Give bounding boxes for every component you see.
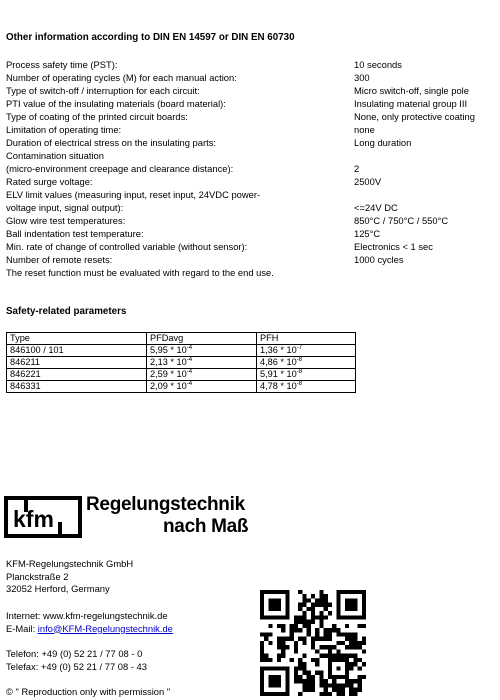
table-row [7,357,356,369]
parameter-value: 2500V [354,176,382,187]
cell-pfh-exponent: -8 [296,368,303,375]
parameter-value [354,149,500,162]
cell-pfdavg-mantissa: 2,59 * 10 [150,369,187,379]
header-type: Type [7,333,147,345]
cell-pfh-mantissa: 5,91 * 10 [260,369,297,379]
parameter-label: Number of remote resets: [6,254,113,265]
parameter-value [354,188,500,201]
cell-pfdavg [147,357,257,369]
parameter-label: Limitation of operating time: [6,124,122,135]
parameter-label: Min. rate of change of controlled variable (without sensor): [6,241,248,252]
logo-mark: kfm [13,506,54,532]
parameter-label: Number of operating cycles (M) for each manual action: [6,72,237,83]
parameter-row [6,253,500,266]
cell-pfh [257,357,356,369]
parameter-value: <=24V DC [354,202,398,213]
cell-pfdavg [147,369,257,381]
parameter-value: 10 seconds [354,59,402,70]
section-title: Other information according to DIN EN 14597 or DIN EN 60730 [6,32,295,43]
parameter-label: (micro-environment creepage and clearance distance): [6,163,234,174]
table-row [7,369,356,381]
cell-pfdavg-exponent: -4 [186,380,193,387]
cell-pfdavg [147,381,257,393]
cell-pfh-exponent: -8 [296,380,303,387]
fax-line: Telefax: +49 (0) 52 21 / 77 08 - 43 [6,660,147,672]
cell-pfh-exponent: -8 [296,356,303,363]
cell-pfdavg-mantissa: 5,95 * 10 [150,345,187,355]
parameter-label: Duration of electrical stress on the insulating parts: [6,137,216,148]
email-label: E-Mail: [6,622,38,634]
parameter-value: none [354,124,375,135]
header-pfdavg: PFDavg [147,333,257,345]
reset-note: The reset function must be evaluated with regard to the end use. [6,267,274,278]
email-line [6,623,173,636]
table-row [7,345,356,357]
parameter-row [6,149,500,162]
parameter-label: Ball indentation test temperature: [6,228,144,239]
parameter-value: None, only protective coating [354,111,475,122]
parameter-row [6,136,500,149]
qr-code-icon [260,590,366,696]
header-pfh: PFH [257,333,356,345]
table-header-row [7,333,356,345]
parameter-label: voltage input, signal output): [6,202,124,213]
cell-pfdavg-mantissa: 2,13 * 10 [150,357,187,367]
phone-line: Telefon: +49 (0) 52 21 / 77 08 - 0 [6,648,143,659]
cell-pfh [257,381,356,393]
cell-pfdavg-exponent: -4 [186,368,193,375]
parameter-row [6,201,500,214]
parameter-label: Rated surge voltage: [6,176,93,187]
parameter-row [6,84,500,97]
parameter-label: ELV limit values (measuring input, reset input, 24VDC power- [6,189,261,200]
parameter-value: Long duration [354,137,412,148]
parameter-label: Type of coating of the printed circuit boards: [6,111,188,122]
parameter-label: Process safety time (PST): [6,59,118,70]
logo-line2: nach Maß [163,516,249,537]
parameter-value: Insulating material group III [354,98,468,109]
parameter-value: 1000 cycles [354,254,404,265]
parameter-label: Contamination situation [6,150,104,161]
email-link[interactable]: info@KFM-Regelungstechnik.de [37,622,173,634]
company-street: Planckstraße 2 [6,570,69,582]
company-city: 32052 Herford, Germany [6,583,110,594]
cell-type: 846100 / 101 [7,345,147,357]
parameter-row [6,227,500,240]
parameter-row [6,162,500,175]
parameter-label: Glow wire test temperatures: [6,215,126,226]
parameter-value: 300 [354,72,370,83]
parameter-row [6,97,500,110]
parameter-label: Type of switch-off / interruption for each circuit: [6,85,200,96]
parameter-value: Micro switch-off, single pole [354,85,469,96]
cell-pfh [257,345,356,357]
cell-pfh [257,369,356,381]
parameter-value: 125°C [354,228,381,239]
table-row [7,381,356,393]
cell-type: 846211 [7,357,147,369]
cell-pfdavg-mantissa: 2,09 * 10 [150,381,187,391]
cell-pfh-exponent: -7 [296,344,303,351]
phone-block [6,648,147,673]
logo-line1: Regelungstechnik [86,494,245,515]
cell-pfdavg [147,345,257,357]
cell-type: 846331 [7,381,147,393]
parameter-row [6,214,500,227]
cell-type: 846221 [7,369,147,381]
parameter-list [6,58,500,266]
contact-block [6,610,173,635]
parameter-value: Electronics < 1 sec [354,241,433,252]
cell-pfh-mantissa: 4,78 * 10 [260,381,297,391]
parameter-row [6,240,500,253]
parameter-row [6,71,500,84]
kfm-logo-icon [4,494,82,540]
safety-table [6,332,356,393]
parameter-row [6,110,500,123]
company-name: KFM-Regelungstechnik GmbH [6,558,134,569]
cell-pfh-mantissa: 1,36 * 10 [260,345,297,355]
cell-pfdavg-exponent: -4 [186,356,193,363]
parameter-row [6,188,500,201]
parameter-label: PTI value of the insulating materials (board material): [6,98,226,109]
copyright-notice: © " Reproduction only with permission " [6,686,171,697]
internet-line: Internet: www.kfm-regelungstechnik.de [6,610,168,621]
parameter-value: 850°C / 750°C / 550°C [354,215,449,226]
company-logo [4,494,264,542]
parameter-value: 2 [354,163,360,174]
cell-pfh-mantissa: 4,86 * 10 [260,357,297,367]
parameter-row [6,58,500,71]
cell-pfdavg-exponent: -4 [186,344,193,351]
parameter-row [6,175,500,188]
safety-title: Safety-related parameters [6,306,127,317]
parameter-row [6,123,500,136]
company-address [6,558,133,596]
